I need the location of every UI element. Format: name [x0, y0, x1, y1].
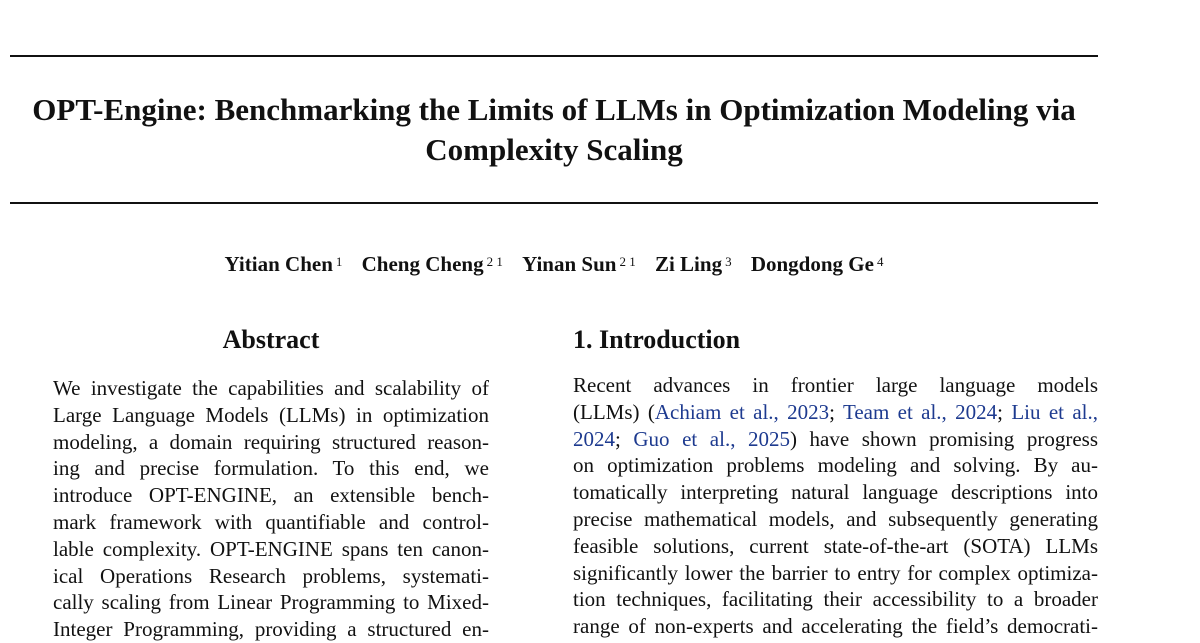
author	[751, 251, 884, 277]
intro-text: ) have shown promising progress	[790, 426, 1098, 451]
introduction-body	[573, 372, 1098, 640]
title-bottom-rule	[10, 202, 1098, 204]
intro-line	[573, 399, 1098, 426]
author-affiliation: 3	[725, 254, 732, 269]
abstract-line: introduce OPT-ENGINE, an extensible bench-	[53, 483, 489, 508]
intro-line: feasible solutions, current state-of-the-art (SOTA) LLMs	[573, 533, 1098, 558]
intro-line: tion techniques, facilitating their accessibility to a broader	[573, 587, 1098, 612]
intro-line	[573, 426, 1098, 453]
abstract-line: mark framework with quantifiable and control-	[53, 509, 489, 534]
author-affiliation: 4	[876, 254, 884, 269]
intro-line: tomatically interpreting natural language descriptions into	[573, 480, 1098, 505]
author-name: Yitian Chen	[224, 252, 333, 276]
intro-line: on optimization problems modeling and solving. By au-	[573, 453, 1098, 478]
author-list	[10, 251, 1098, 277]
intro-line: precise mathematical models, and subsequently generating	[573, 506, 1098, 531]
abstract-heading: Abstract	[222, 325, 320, 354]
abstract-line: ing and precise formulation. To this end, we	[53, 456, 489, 481]
author-affiliation: 2 1	[486, 254, 503, 269]
intro-line: Recent advances in frontier large language models	[573, 373, 1098, 397]
abstract-line: Integer Programming, providing a structured en-	[53, 617, 489, 642]
abstract-line: cally scaling from Linear Programming to Mixed-	[53, 590, 489, 615]
citation-link[interactable]: 2024	[573, 426, 615, 451]
abstract-line: ical Operations Research problems, systemati-	[53, 563, 489, 588]
author	[362, 251, 503, 277]
intro-text: ;	[829, 399, 843, 424]
author-affiliation: 2 1	[619, 254, 636, 269]
introduction-heading: 1. Introduction	[573, 325, 741, 354]
author-affiliation: 1	[335, 254, 343, 269]
citation-link[interactable]: Guo et al., 2025	[633, 426, 791, 451]
citation-link[interactable]: Liu et al.,	[1011, 399, 1099, 424]
paper-title	[10, 90, 1098, 170]
title-line: Complexity Scaling	[425, 132, 683, 167]
author-name: Zi Ling	[654, 252, 723, 276]
title-line: OPT-Engine: Benchmarking the Limits of LLMs in Optimization Modeling via	[32, 92, 1076, 127]
intro-text: (LLMs) (	[573, 399, 655, 424]
citation-link[interactable]: Achiam et al., 2023	[654, 399, 830, 424]
author	[522, 251, 636, 277]
author	[655, 251, 732, 277]
author-name: Dongdong Ge	[750, 252, 874, 276]
abstract-line: We investigate the capabilities and scalability of	[53, 376, 489, 400]
abstract-line: lable complexity. OPT-ENGINE spans ten canon-	[53, 536, 489, 561]
author-name: Yinan Sun	[522, 252, 617, 276]
intro-text: ;	[997, 399, 1012, 424]
intro-text: ;	[615, 426, 634, 451]
abstract-line: Large Language Models (LLMs) in optimization	[53, 402, 489, 427]
abstract-body	[53, 375, 489, 643]
citation-link[interactable]: Team et al., 2024	[842, 399, 998, 424]
title-top-rule	[10, 55, 1098, 57]
abstract-line: modeling, a domain requiring structured reason-	[53, 429, 489, 454]
intro-line: significantly lower the barrier to entry for complex optimiza-	[573, 560, 1098, 585]
intro-line: range of non-experts and accelerating the field’s democrati-	[573, 614, 1098, 639]
author	[225, 251, 343, 277]
author-name: Cheng Cheng	[361, 252, 484, 276]
